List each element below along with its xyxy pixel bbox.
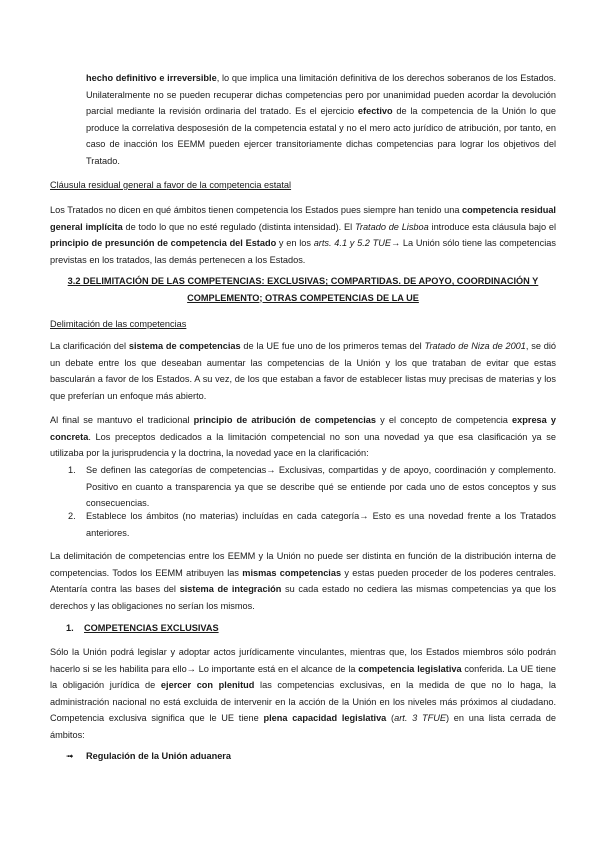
- heading-competencias-exclusivas: 1. COMPETENCIAS EXCLUSIVAS: [66, 623, 219, 633]
- section-title: 3.2 DELIMITACIÓN DE LAS COMPETENCIAS: EXCLUSIVAS; COMPARTIDAS. DE APOYO, COORDINACIÓN Y COMPLEMENTO; OTRAS COMPETENCIAS DE LA UE: [67, 276, 539, 303]
- list-item-union-aduanera: ➟ Regulación de la Unión aduanera: [66, 748, 231, 765]
- paragraph-clarificacion: La clarificación del sistema de competencias de la UE fue uno de los primeros temas del Tratado de Niza de 2001, se dió un debate entre los que deseaban aumentar las competencias de la Unión y los que trataban de evitar que estas bascularán a favor de los Estados. A su vez, de los que estaban a favor de establecer listas muy precisas de materias y los que preferían un enfoque más abierto.: [50, 341, 556, 401]
- paragraph-competence-irreversible: hecho definitivo e irreversible, lo que implica una limitación definitiva de los derechos soberanos de los Estados. Unilateralmente no se pueden recuperar dichas competencias pero por unanimidad pueden acordar la devolución parcial mediante la revisión ordinaria del tratado. Es el ejercicio efectivo de la competencia de la Unión lo que produce la correlativa desposesión de la competencia estatal y no el mero acto jurídico de atribución, por tanto, en caso de inacción los EEMM pueden ejercer transitoriamente dichas competencias para lograr los objetivos del Tratado.: [86, 73, 556, 166]
- arrow-bullet-icon: ➟: [66, 751, 74, 761]
- paragraph-principio-atribucion: Al final se mantuvo el tradicional principio de atribución de competencias y el concepto de competencia expresa y concreta. Los preceptos dedicados a la limitación competencial no son una novedad ya que esa clasificación ya se utilizaba por la jurisprudencia y la doctrina, la novedad yace en la clarificación:: [50, 415, 556, 459]
- heading-delimitacion: Delimitación de las competencias: [50, 319, 187, 329]
- paragraph-clausula-residual: Los Tratados no dicen en qué ámbitos tienen competencia los Estados pues siempre han tenido una competencia residual general implícita de todo lo que no esté regulado (distinta intensidad). El Tratado de Lisboa introduce esta cláusula bajo el principio de presunción de competencia del Estado y en los arts. 4.1 y 5.2 TUE→ La Unión sólo tiene las competencias previstas en los tratados, las demás pertenecen a los Estados.: [50, 205, 556, 265]
- paragraph-competencias-exclusivas: Sólo la Unión podrá legislar y adoptar actos jurídicamente vinculantes, mientras que, los Estados miembros sólo podrán hacerlo si se les habilita para ello→ Lo importante está en el alcance de la competencia legislativa conferida. La UE tiene la obligación jurídica de ejercer con plenitud las competencias exclusivas, en la medida de que no lo haga, la administración nacional no está excluida de intervenir en la acción de la Unión en los niveles más próximos al ciudadano. Competencia exclusiva significa que le UE tiene plena capacidad legislativa (art. 3 TFUE) en una lista cerrada de ámbitos:: [50, 647, 556, 740]
- paragraph-delimitacion-eemm: La delimitación de competencias entre los EEMM y la Unión no puede ser distinta en función de la distribución interna de competencias. Todos los EEMM atribuyen las mismas competencias y estas pueden proceder de los poderes centrales. Atentaría contra las bases del sistema de integración su cada estado no cediera las mismas competencias ya que los derechos y las obligaciones no serían los mismos.: [50, 551, 557, 611]
- list-item: 2. Establece los ámbitos (no materias) incluídas en cada categoría→ Esto es una novedad frente a los Tratados anteriores.: [68, 511, 556, 538]
- heading-clausula-residual: Cláusula residual general a favor de la competencia estatal: [50, 180, 292, 190]
- list-item: 1. Se definen las categorías de competencias→ Exclusivas, compartidas y de apoyo, coordinación y complemento. Positivo en cuanto a transparencia ya que se describe qué se entiende por cada uno de estos conceptos y sus consecuencias.: [68, 465, 556, 509]
